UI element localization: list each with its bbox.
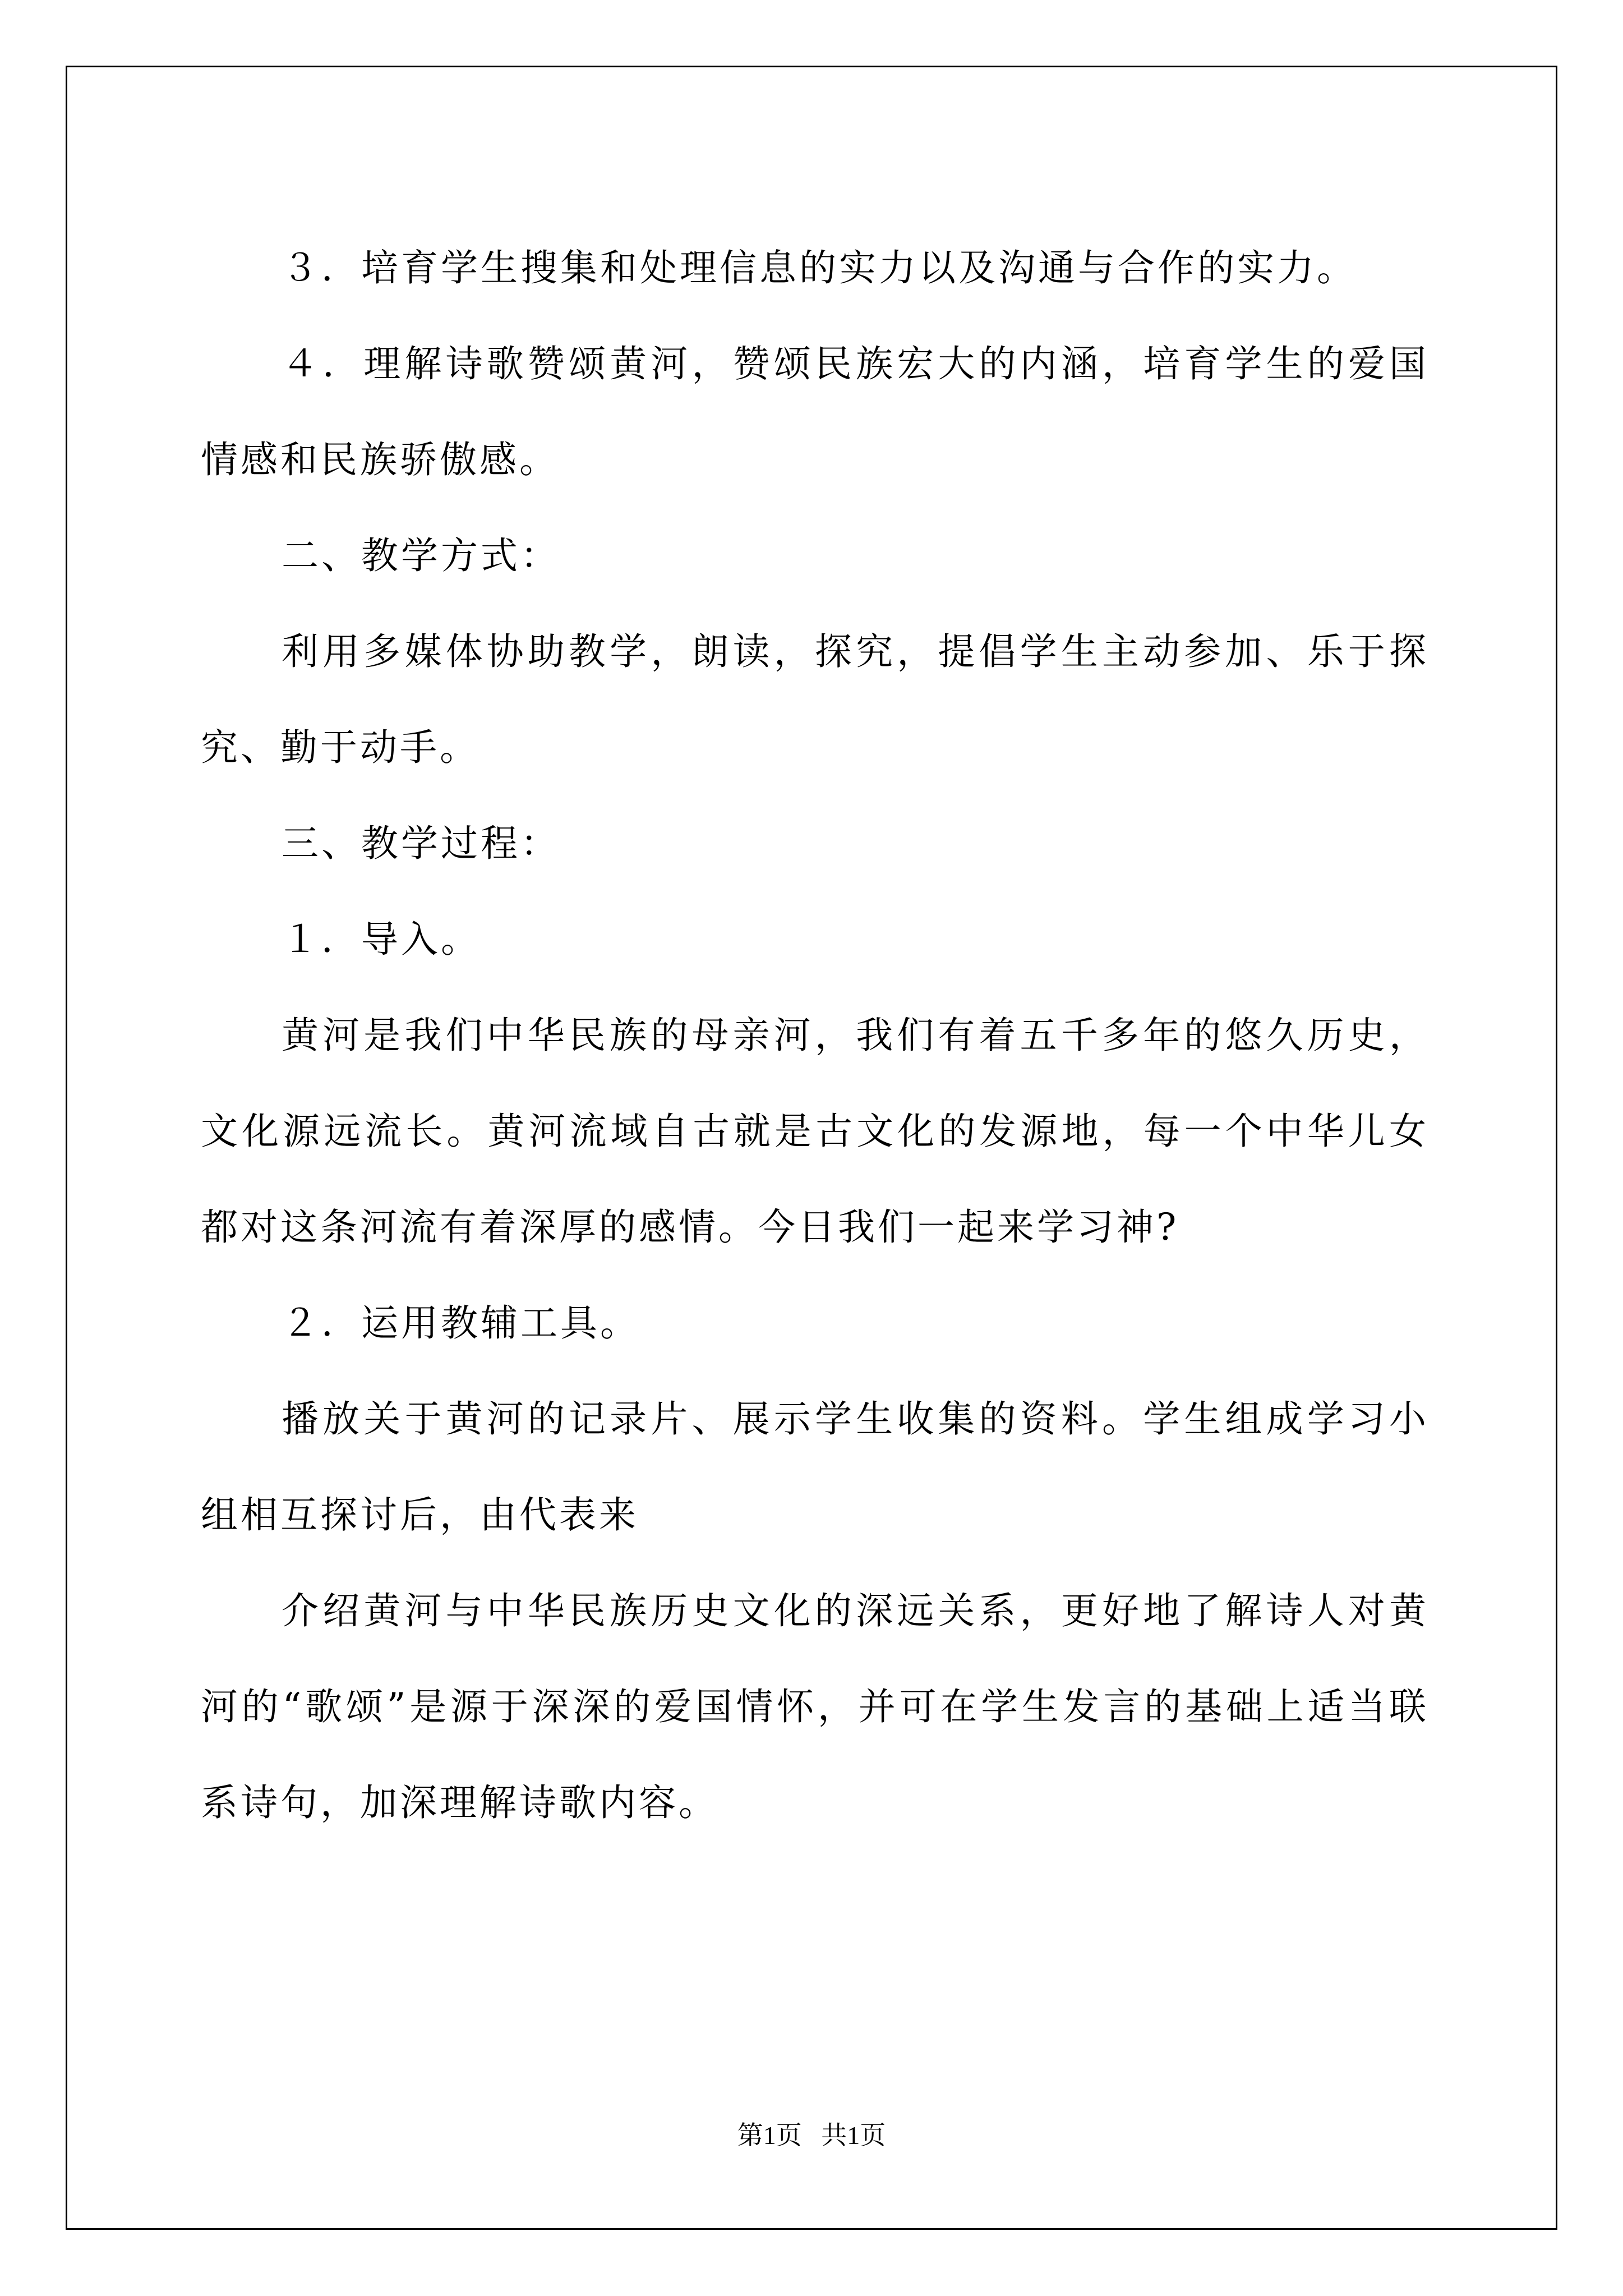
paragraph-objective-3: ３．培育学生搜集和处理信息的实力以及沟通与合作的实力。: [282, 246, 1357, 289]
document-body: [201, 220, 1429, 1851]
page-number-footer: 第1页 共1页: [737, 2121, 886, 2150]
paragraph-teaching-method: 利用多媒体协助教学，朗读，探究，提倡学生主动参加、乐于探究、勤于动手。: [201, 630, 1429, 769]
paragraph-teaching-aids: 播放关于黄河的记录片、展示学生收集的资料。学生组成学习小组相互探讨后，由代表来: [201, 1397, 1429, 1536]
paragraph-introduction: 黄河是我们中华民族的母亲河，我们有着五千多年的悠久历史，文化源远流长。黄河流域自古就是古文化的发源地，每一个中华儿女都对这条河流有着深厚的感情。今日我们一起来学习神?: [201, 1014, 1429, 1249]
section-heading-teaching-method: 二、教学方式：: [282, 534, 560, 577]
section-heading-teaching-process: 三、教学过程：: [282, 822, 560, 865]
paragraph-objective-4: ４．理解诗歌赞颂黄河，赞颂民族宏大的内涵，培育学生的爱国情感和民族骄傲感。: [201, 342, 1429, 481]
step-heading-teaching-aids: ２．运用教辅工具。: [282, 1301, 640, 1345]
step-heading-introduction: １．导入。: [282, 918, 481, 961]
paragraph-yellow-river-relation: 介绍黄河与中华民族历史文化的深远关系，更好地了解诗人对黄河的“歌颂”是源于深深的爱国情怀，并可在学生发言的基础上适当联系诗句，加深理解诗歌内容。: [201, 1589, 1429, 1824]
